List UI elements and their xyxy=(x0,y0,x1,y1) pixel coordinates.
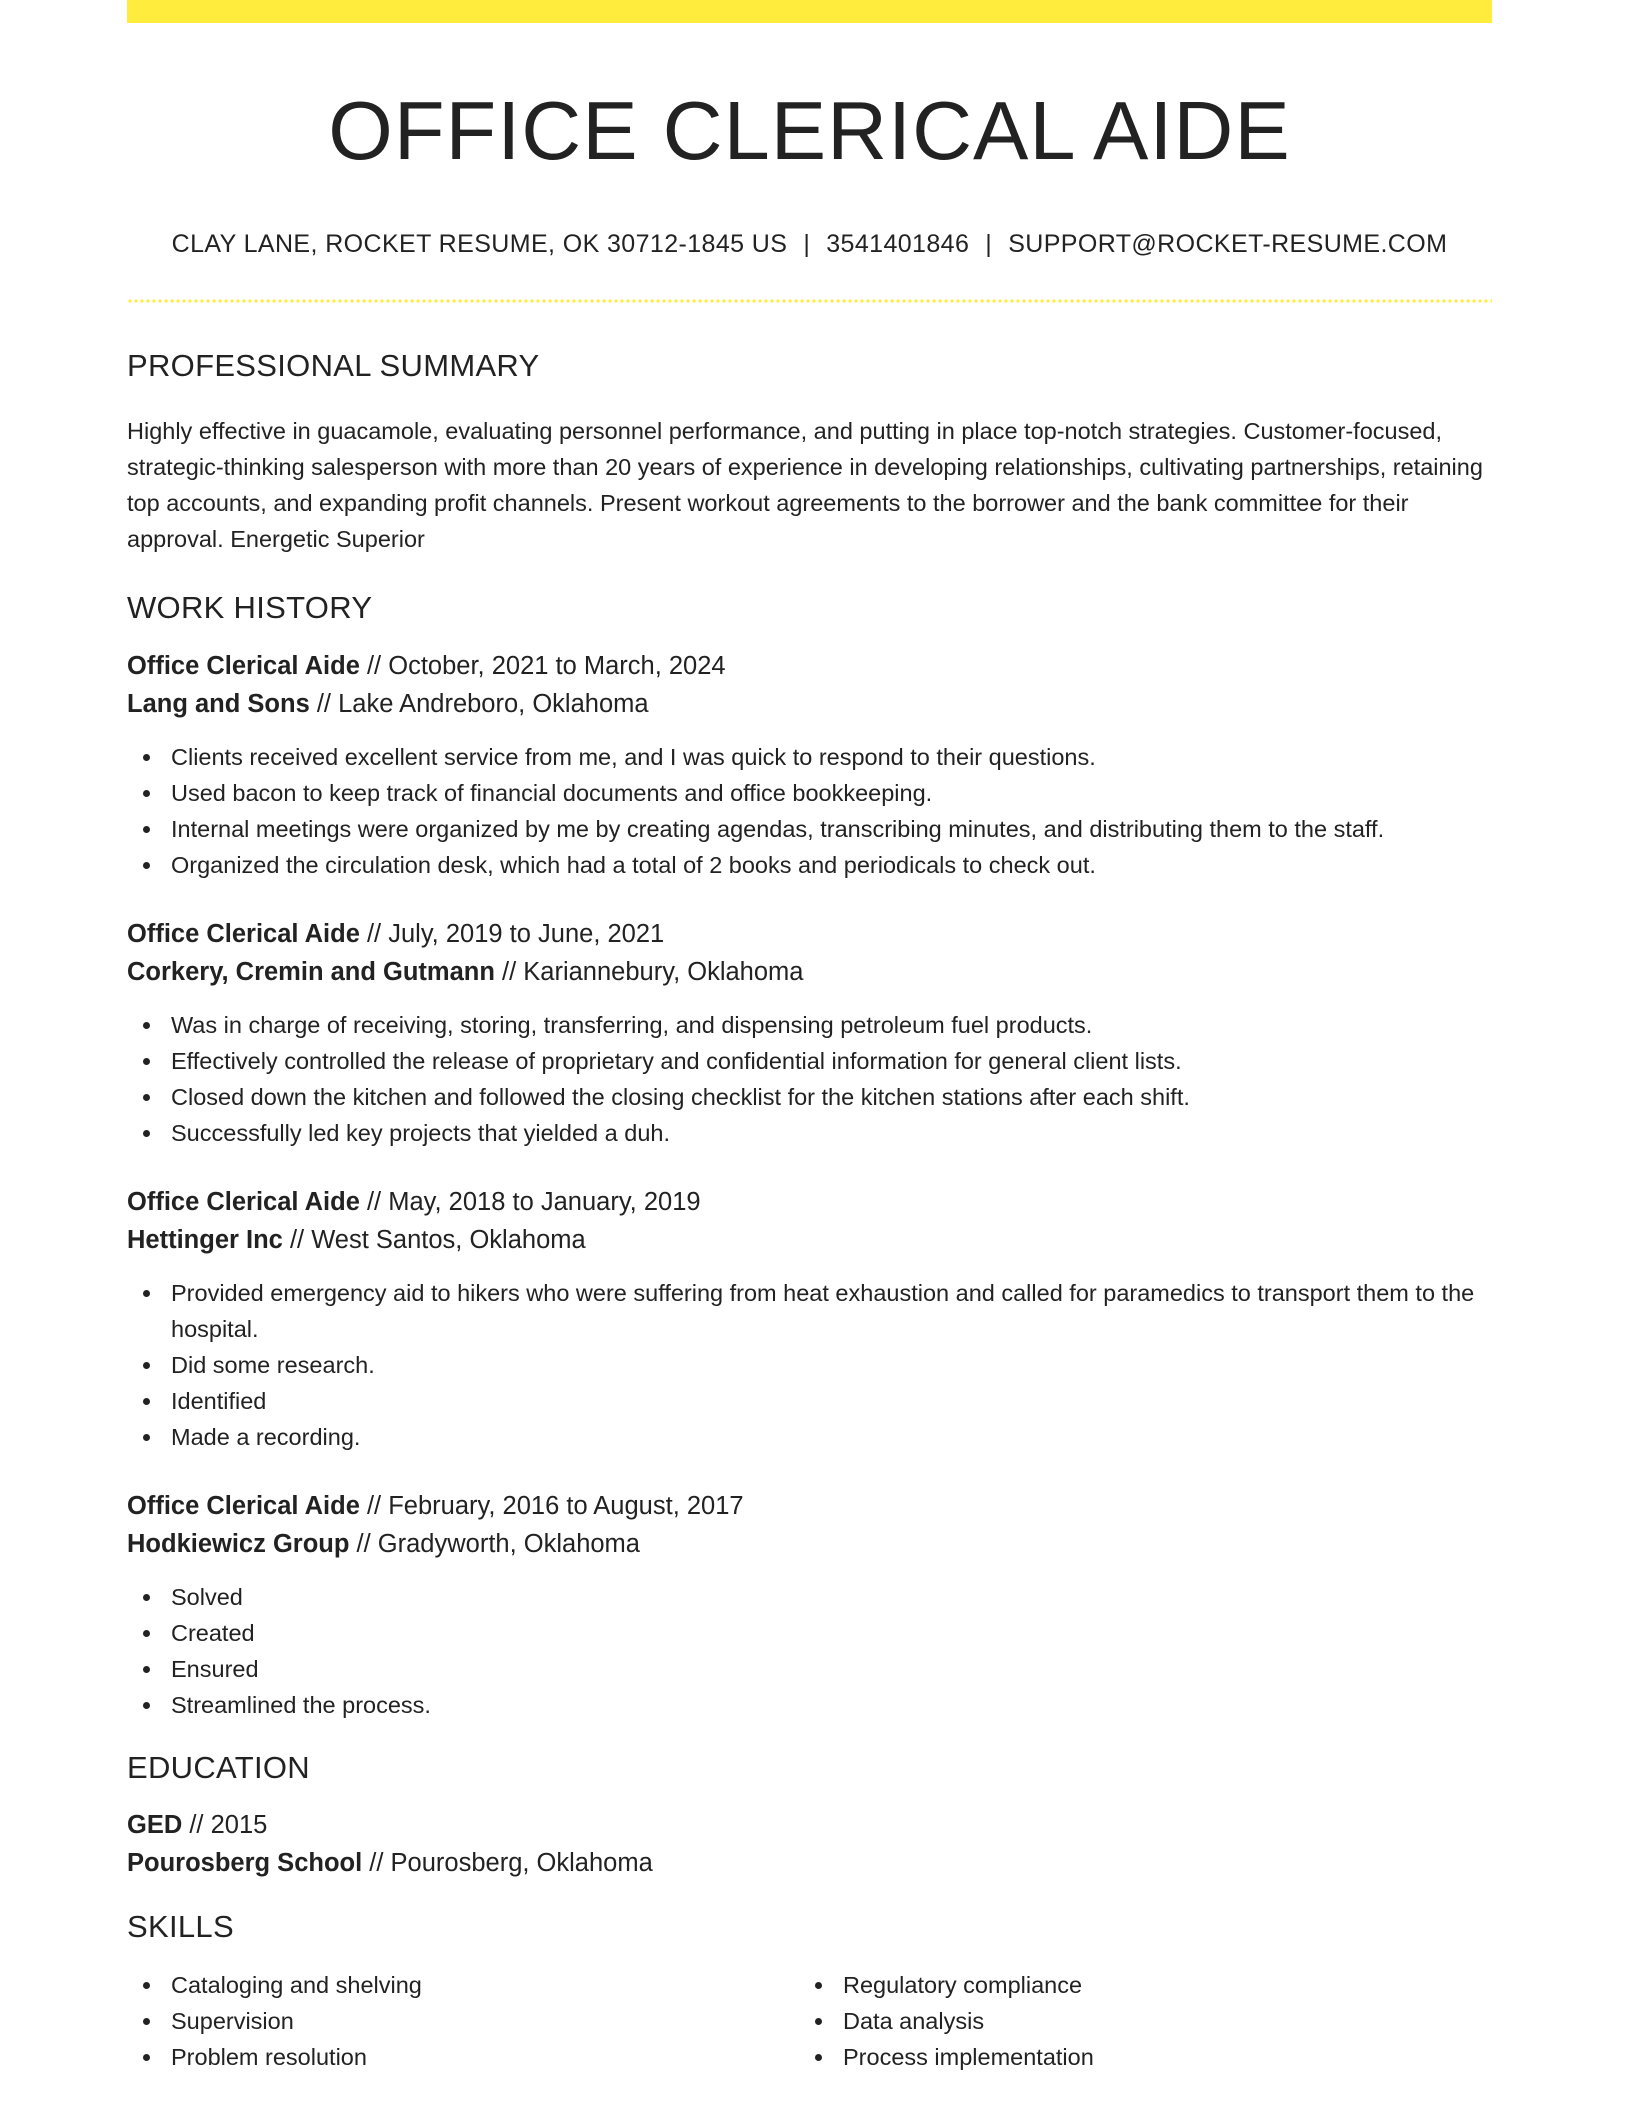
job-dates: // May, 2018 to January, 2019 xyxy=(359,1187,701,1216)
summary-heading: PROFESSIONAL SUMMARY xyxy=(127,347,540,383)
job-title-line xyxy=(127,647,1492,685)
job-title-line xyxy=(127,1183,1492,1221)
job-dates: // February, 2016 to August, 2017 xyxy=(359,1491,744,1520)
job-company-line xyxy=(127,1525,1492,1563)
job-entry xyxy=(127,1183,1492,1455)
work-history-heading: WORK HISTORY xyxy=(127,589,373,625)
job-bullet: Used bacon to keep track of financial documents and office bookkeeping. xyxy=(127,775,1492,811)
education-entry xyxy=(127,1806,1492,1882)
job-bullet: Provided emergency aid to hikers who were suffering from heat exhaustion and called for paramedics to transport them to the hospital. xyxy=(127,1275,1492,1347)
job-bullet: Streamlined the process. xyxy=(127,1687,1492,1723)
job-title: Office Clerical Aide xyxy=(127,651,360,680)
job-bullet: Organized the circulation desk, which had a total of 2 books and periodicals to check out. xyxy=(127,847,1492,883)
education-degree-line xyxy=(127,1806,1492,1844)
resume-page xyxy=(127,0,1492,2075)
job-bullet: Effectively controlled the release of proprietary and confidential information for general client lists. xyxy=(127,1043,1492,1079)
job-location: // Lake Andreboro, Oklahoma xyxy=(309,689,649,718)
job-title-line xyxy=(127,915,1492,953)
job-bullets xyxy=(127,1579,1492,1723)
job-bullet: Internal meetings were organized by me by creating agendas, transcribing minutes, and distributing them to the staff. xyxy=(127,811,1492,847)
job-entry xyxy=(127,647,1492,883)
page-title: OFFICE CLERICAL AIDE xyxy=(328,84,1291,177)
job-title: Office Clerical Aide xyxy=(127,1187,360,1216)
job-bullet: Identified xyxy=(127,1383,1492,1419)
job-company: Hodkiewicz Group xyxy=(127,1529,350,1558)
education-degree: GED xyxy=(127,1810,183,1839)
job-company: Lang and Sons xyxy=(127,689,310,718)
skills-list-right xyxy=(799,1967,1471,2075)
job-location: // Kariannebury, Oklahoma xyxy=(494,957,804,986)
job-bullet: Closed down the kitchen and followed the closing checklist for the kitchen stations after each shift. xyxy=(127,1079,1492,1115)
job-company: Hettinger Inc xyxy=(127,1225,283,1254)
accent-bar xyxy=(127,0,1492,23)
job-bullet: Successfully led key projects that yielded a duh. xyxy=(127,1115,1492,1151)
job-bullet: Made a recording. xyxy=(127,1419,1492,1455)
dotted-divider xyxy=(127,299,1492,303)
job-bullet: Did some research. xyxy=(127,1347,1492,1383)
job-title-line xyxy=(127,1487,1492,1525)
job-dates: // July, 2019 to June, 2021 xyxy=(359,919,665,948)
job-bullets xyxy=(127,1007,1492,1151)
contact-separator: | xyxy=(803,229,811,258)
education-school-line xyxy=(127,1844,1492,1882)
skills-list-left xyxy=(127,1967,799,2075)
education-school: Pourosberg School xyxy=(127,1848,363,1877)
education-year: // 2015 xyxy=(182,1810,268,1839)
skill-item: Problem resolution xyxy=(127,2039,799,2075)
contact-separator: | xyxy=(985,229,993,258)
job-bullet: Clients received excellent service from me, and I was quick to respond to their questions. xyxy=(127,739,1492,775)
job-location: // Gradyworth, Oklahoma xyxy=(349,1529,640,1558)
contact-email[interactable]: SUPPORT@ROCKET-RESUME.COM xyxy=(1008,229,1448,258)
job-bullet: Was in charge of receiving, storing, transferring, and dispensing petroleum fuel products. xyxy=(127,1007,1492,1043)
job-bullet: Ensured xyxy=(127,1651,1492,1687)
skill-item: Regulatory compliance xyxy=(799,1967,1471,2003)
job-entry xyxy=(127,1487,1492,1723)
job-company-line xyxy=(127,953,1492,991)
skill-item: Cataloging and shelving xyxy=(127,1967,799,2003)
contact-phone[interactable]: 3541401846 xyxy=(826,229,970,258)
job-bullets xyxy=(127,739,1492,883)
education-heading: EDUCATION xyxy=(127,1749,310,1785)
job-location: // West Santos, Oklahoma xyxy=(282,1225,586,1254)
job-company-line xyxy=(127,685,1492,723)
job-dates: // October, 2021 to March, 2024 xyxy=(359,651,726,680)
job-bullet: Solved xyxy=(127,1579,1492,1615)
contact-address: CLAY LANE, ROCKET RESUME, OK 30712-1845 US xyxy=(171,229,788,258)
job-entry xyxy=(127,915,1492,1151)
skill-item: Process implementation xyxy=(799,2039,1471,2075)
job-bullets xyxy=(127,1275,1492,1455)
job-company-line xyxy=(127,1221,1492,1259)
contact-line xyxy=(127,230,1492,259)
skills-columns xyxy=(127,1967,1492,2075)
skills-heading: SKILLS xyxy=(127,1908,234,1944)
job-company: Corkery, Cremin and Gutmann xyxy=(127,957,495,986)
skill-item: Data analysis xyxy=(799,2003,1471,2039)
job-title: Office Clerical Aide xyxy=(127,1491,360,1520)
job-bullet: Created xyxy=(127,1615,1492,1651)
job-title: Office Clerical Aide xyxy=(127,919,360,948)
education-location: // Pourosberg, Oklahoma xyxy=(362,1848,653,1877)
summary-text: Highly effective in guacamole, evaluating personnel performance, and putting in place top-notch strategies. Customer-focused, strategic-thinking salesperson with more than 20 years of experience in developing relationships, cultivating partnerships, retaining top accounts, and expanding profit channels. Present workout agreements to the borrower and the bank committee for their approval. Energetic Superior xyxy=(127,417,1483,552)
skill-item: Supervision xyxy=(127,2003,799,2039)
